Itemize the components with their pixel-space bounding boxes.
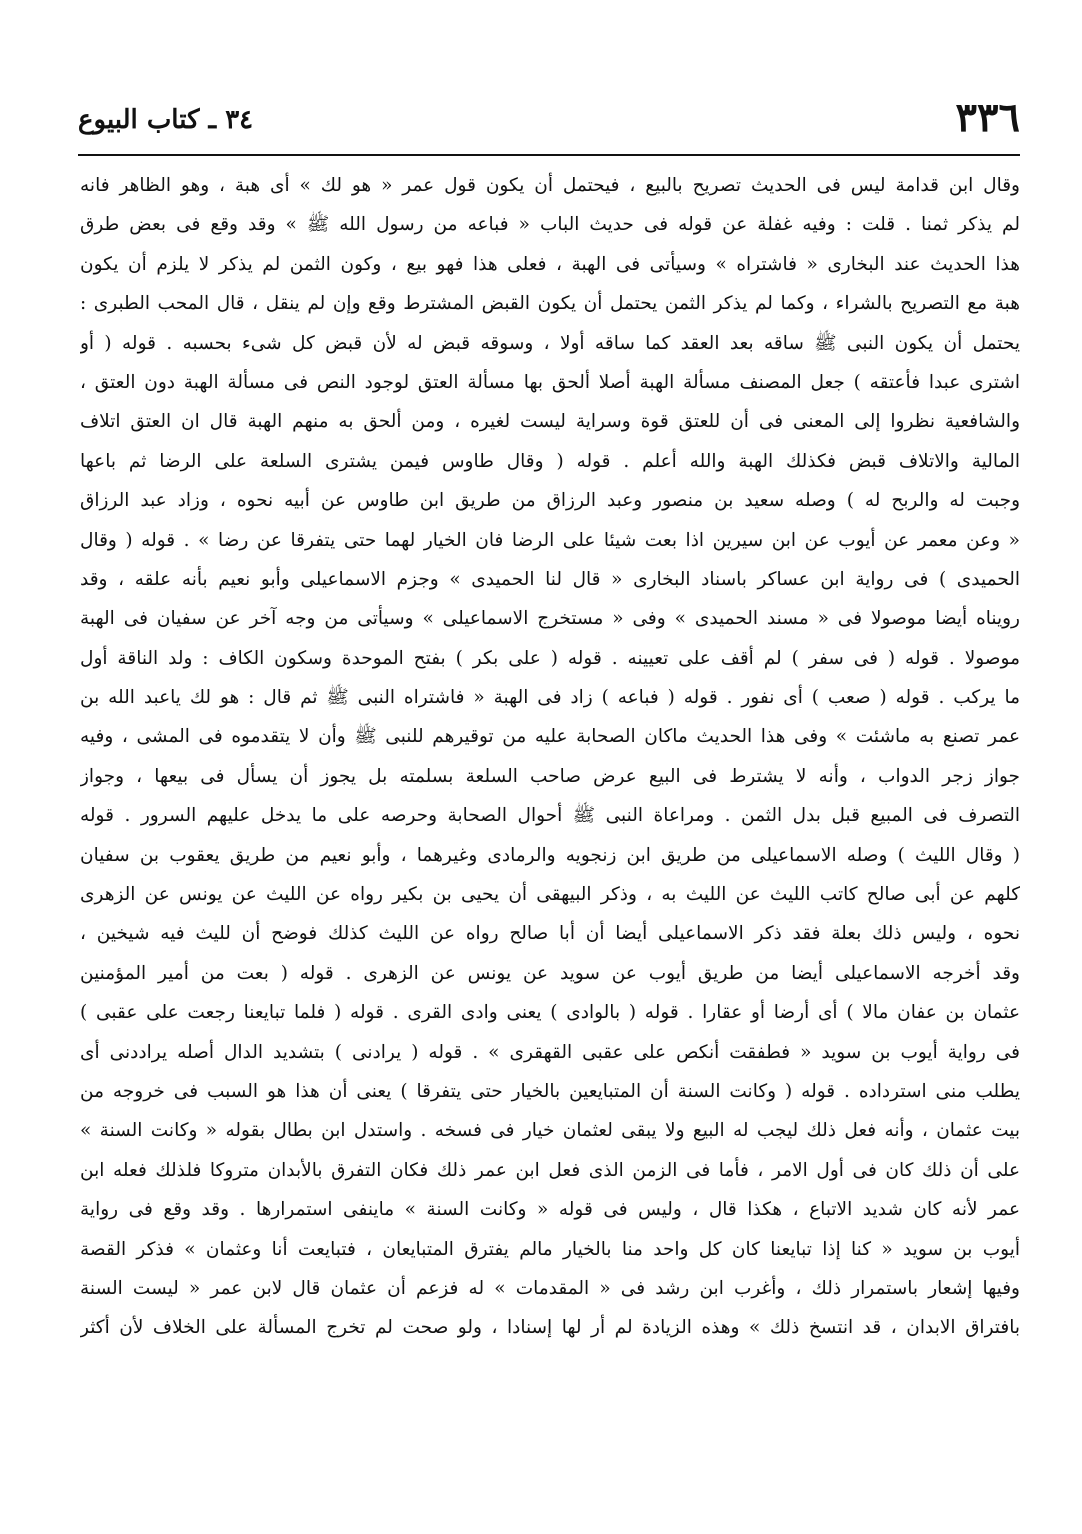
text-line: وقد أخرجه الاسماعيلى أيضا من طريق أيوب عن سويد عن يونس عن الزهرى . قوله ( بعت من أمير المؤمنين bbox=[80, 962, 1020, 984]
text-line: جواز زجر الدواب ، وأنه لا يشترط فى البيع عرض صاحب السلعة بسلمته بل يجوز أن يسأل فى بيعها ، وجواز bbox=[80, 765, 1020, 787]
text-line: بيت عثمان ، وأنه فعل ذلك ليجب له البيع ولا يبقى لعثمان خيار فى فسخه . واستدل ابن بطال بقوله « وكانت السنة » bbox=[80, 1120, 1020, 1142]
text-line: ما يركب . قوله ( صعب ) أى نفور . قوله ( فباعه ) زاد فى الهبة « فاشتراه النبى ﷺ ثم قال : هو لك ياعبد الله بن bbox=[80, 687, 1020, 709]
text-line bbox=[80, 1348, 1020, 1387]
text-line: يطلب منى استرداده . قوله ( وكانت السنة أن المتبايعين بالخيار حتى يتفرقا ) يعنى أن هذا هو السبب فى خروجه من bbox=[80, 1080, 1020, 1102]
text-line: والشافعية نظروا إلى المعنى فى أن للعتق قوة وسراية ليست لغيره ، ومن ألحق به منهم الهبة قال ان العتق اتلاف bbox=[80, 411, 1020, 433]
text-line: وقال ابن قدامة ليس فى الحديث تصريح بالبيع ، فيحتمل أن يكون قول عمر « هو لك » أى هبة ، وهو الظاهر فانه bbox=[80, 175, 1020, 196]
page-header bbox=[78, 92, 1020, 152]
text-line: فى رواية أيوب بن سويد « فطفقت أنكص على عقبى القهقرى » . قوله ( يرادنى ) بتشديد الدال أصله يراددنى أى bbox=[80, 1041, 1020, 1063]
text-line: يحتمل أن يكون النبى ﷺ ساقه بعد العقد كما ساقه أولا ، وسوقه قبض له لأن قبض كل شىء بحسبه . قوله ( أو bbox=[80, 332, 1020, 354]
text-line: عمر تصنع به ماشئت » وفى هذا الحديث ماكان الصحابة عليه من توقيرهم للنبى ﷺ وأن لا يتقدموه فى المشى ، وفيه bbox=[80, 726, 1020, 748]
text-line: هبة مع التصريح بالشراء ، وكما لم يذكر الثمن يحتمل أن يكون القبض المشترط وقع وإن لم ينقل ، قال المحب الطبرى : bbox=[80, 293, 1020, 315]
running-title: ٣٤ ـ كتاب البيوع bbox=[78, 105, 254, 135]
header-divider bbox=[78, 154, 1020, 156]
text-line: وجبت له والربح له ) وصله سعيد بن منصور وعبد الرزاق من طريق ابن طاوس عن أبيه نحوه ، وزاد عبد الرزاق bbox=[80, 490, 1020, 512]
text-line: « وعن معمر عن أيوب عن ابن سيرين اذا بعت شيئا على الرضا فان الخيار لهما حتى يتفرقا عن رضا » . قوله ( وقال bbox=[80, 529, 1020, 551]
text-line: ( وقال الليث ) وصله الاسماعيلى من طريق ابن زنجويه والرمادى وغيرهما ، وأبو نعيم من طريق يعقوب بن سفيان bbox=[80, 844, 1020, 866]
text-line: التصرف فى المبيع قبل بدل الثمن . ومراعاة النبى ﷺ أحوال الصحابة وحرصه على ما يدخل عليهم السرور . قوله bbox=[80, 805, 1020, 827]
text-line: رويناه أيضا موصولا فى « مسند الحميدى » وفى « مستخرج الاسماعيلى » وسيأتى من وجه آخر عن سفيان فى الهبة bbox=[80, 608, 1020, 630]
text-line: موصولا . قوله ( فى سفر ) لم أقف على تعيينه . قوله ( على بكر ) بفتح الموحدة وسكون الكاف : ولد الناقة أول bbox=[80, 647, 1020, 669]
page-number: ٣٣٦ bbox=[955, 94, 1020, 141]
text-line bbox=[80, 1387, 1020, 1426]
text-line: اشترى عبدا فأعتقه ) جعل المصنف مسألة الهبة أصلا ألحق بها مسألة العتق لوجود النص فى مسألة الهبة دون العتق ، bbox=[80, 371, 1020, 393]
text-line: هذا الحديث عند البخارى « فاشتراه » وسيأتى فى الهبة ، فعلى هذا فهو بيع ، وكون الثمن لم يذكر لا يلزم أن يكون bbox=[80, 253, 1020, 275]
text-line: وفيها إشعار باستمرار ذلك ، وأغرب ابن رشد فى « المقدمات » له فزعم أن عثمان قال لابن عمر « ليست السنة bbox=[80, 1277, 1020, 1299]
text-line: كلهم عن أبى صالح كاتب الليث عن الليث به ، وذكر البيهقى أن يحيى بن بكير رواه عن الليث عن يونس عن الزهرى bbox=[80, 884, 1020, 906]
text-line: على أن ذلك كان فى أول الامر ، فأما فى الزمن الذى فعل ابن عمر ذلك فكان التفرق بالأبدان متروكا فلذلك فعله ابن bbox=[80, 1159, 1020, 1181]
text-line: نحوه ، وليس ذلك بعلة فقد ذكر الاسماعيلى أيضا أن أبا صالح رواه عن الليث كذلك فوضح أن لليث فيه شيخين ، bbox=[80, 923, 1020, 945]
body-text bbox=[80, 166, 1020, 1427]
text-line: الحميدى ) فى رواية ابن عساكر باسناد البخارى « قال لنا الحميدى » وجزم الاسماعيلى وأبو نعيم بأنه علقه ، وقد bbox=[80, 568, 1020, 590]
text-line: أيوب بن سويد « كنا إذا تبايعنا كان كل واحد منا بالخيار مالم يفترق المتبايعان ، فتبايعت أنا وعثمان » فذكر القصة bbox=[80, 1238, 1020, 1260]
text-line: عثمان بن عفان مالا ) أى أرضا أو عقارا . قوله ( بالوادى ) يعنى وادى القرى . قوله ( فلما تبايعنا رجعت على عقبى ) bbox=[80, 1002, 1020, 1024]
text-line: بافتراق الابدان ، قد انتسخ ذلك » وهذه الزيادة لم أر لها إسنادا ، ولو صحت لم تخرج المسألة على الخلاف لأن أكثر bbox=[80, 1317, 1020, 1339]
text-line: عمر لأنه كان شديد الاتباع ، هكذا قال ، وليس فى قوله « وكانت السنة » ماينفى استمرارها . وقد وقع فى رواية bbox=[80, 1199, 1020, 1221]
text-line: لم يذكر ثمنا . قلت : وفيه غفلة عن قوله فى حديث الباب « فباعه من رسول الله ﷺ » وقد وقع فى بعض طرق bbox=[80, 214, 1020, 236]
text-line: المالية والاتلاف قبض فكذلك الهبة والله أعلم . قوله ( وقال طاوس فيمن يشترى السلعة على الرضا ثم باعها bbox=[80, 450, 1020, 472]
